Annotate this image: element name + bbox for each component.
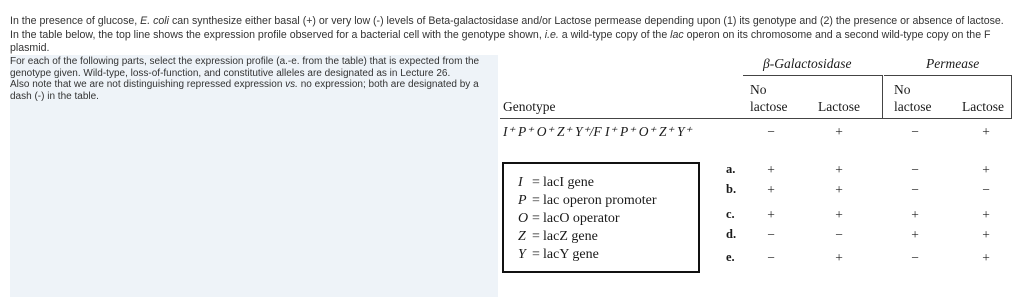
row-c-cell-1: + <box>767 207 775 222</box>
instructions-line-2 <box>10 79 492 102</box>
legend-row-o <box>518 211 620 227</box>
species-name: E. coli <box>140 15 170 27</box>
legend-desc: lacI gene <box>543 175 594 190</box>
row-b-cell-1: + <box>767 182 775 197</box>
instructions-text <box>10 56 492 102</box>
row-c-cell-4: + <box>982 207 990 222</box>
row-e-cell-4: + <box>982 250 990 265</box>
legend-symbol: Z <box>518 229 526 244</box>
legend-desc: lacY gene <box>543 247 599 262</box>
legend-box <box>502 162 700 273</box>
instructions-line-1: For each of the following parts, select the expression profile (a.-e. from the table) that is expected from the genotype given. Wild-type, loss-of-function, and constitutive alleles are designated as in Lecture 26. <box>10 56 480 79</box>
legend-eq: = <box>532 247 540 262</box>
legend-eq: = <box>532 211 540 226</box>
instructions-text-2b: no expression; both are designated by a dash (-) in the table. <box>10 79 479 102</box>
instructions-text-2a: Also note that we are not distinguishing repressed expression <box>10 79 286 90</box>
row-a-cell-3: − <box>911 162 919 177</box>
row-d-cell-3: + <box>911 227 919 242</box>
row-letter-a: a. <box>726 162 736 176</box>
legend-eq: = <box>532 193 540 208</box>
legend-desc: lacO operator <box>543 211 620 226</box>
genotype-header: Genotype <box>503 99 556 114</box>
row-letter-d: d. <box>726 227 737 241</box>
legend-eq: = <box>532 229 540 244</box>
row-e-cell-2: + <box>835 250 843 265</box>
intro-text-3: a wild-type copy of the <box>558 28 671 41</box>
wildtype-genotype: I⁺ P⁺ O⁺ Z⁺ Y⁺/F I⁺ P⁺ O⁺ Z⁺ Y⁺ <box>503 124 692 139</box>
instructions-panel <box>10 55 498 297</box>
legend-eq: = <box>532 175 540 190</box>
col-betagal-lactose: Lactose <box>818 99 860 114</box>
top-cell-4: + <box>982 124 990 139</box>
legend-row-y <box>518 247 599 263</box>
top-cell-2: + <box>835 124 843 139</box>
legend-row-z <box>518 229 598 245</box>
row-b-cell-3: − <box>911 182 919 197</box>
row-e-cell-3: − <box>911 250 919 265</box>
vs-abbrev: vs. <box>285 79 298 90</box>
legend-row-p <box>518 193 657 209</box>
row-letter-b: b. <box>726 182 737 196</box>
row-a-cell-1: + <box>767 162 775 177</box>
col-permease-no: No <box>894 82 911 97</box>
row-a-cell-4: + <box>982 162 990 177</box>
intro-text-2: can synthesize either basal (+) or very low (-) levels of Beta-galactosidase and/or Lactose permease depending upon (1) its genotype and (2) the presence or absence of lactose. In the table below, the top line shows the expression profile observed for a bacterial cell with the genotype shown, <box>10 15 1004 41</box>
row-b-cell-4: − <box>982 182 990 197</box>
row-d-cell-1: − <box>767 227 775 242</box>
betagal-header: β-Galactosidase <box>763 56 852 71</box>
expression-table <box>498 55 1014 297</box>
header-rule <box>500 118 1012 119</box>
col-permease-lactose-word: lactose <box>894 99 932 114</box>
legend-symbol: O <box>518 211 529 226</box>
right-edge-line <box>1011 75 1012 119</box>
top-cell-3: − <box>911 124 919 139</box>
col-permease-lactose: Lactose <box>962 99 1004 114</box>
row-b-cell-2: + <box>835 182 843 197</box>
col-betagal-no: No <box>750 82 767 97</box>
intro-text-1: In the presence of glucose, <box>10 15 141 27</box>
column-divider <box>882 75 883 119</box>
row-a-cell-2: + <box>835 162 843 177</box>
row-e-cell-1: − <box>767 250 775 265</box>
row-d-cell-4: + <box>982 227 990 242</box>
legend-desc: lac operon promoter <box>543 193 657 208</box>
intro-paragraph <box>10 15 1015 56</box>
betagal-underline <box>743 75 882 76</box>
legend-desc: lacZ gene <box>543 229 598 244</box>
row-letter-c: c. <box>726 207 735 221</box>
intro-text-4: operon on its chromosome and a second wild-type copy on the F plasmid. <box>10 28 991 54</box>
legend-symbol: I <box>518 175 523 190</box>
legend-symbol: P <box>518 193 527 208</box>
row-letter-e: e. <box>726 250 735 264</box>
col-betagal-lactose-word: lactose <box>750 99 788 114</box>
top-cell-1: − <box>767 124 775 139</box>
ie-abbrev: i.e. <box>544 28 559 41</box>
permease-underline <box>884 75 1012 76</box>
legend-symbol: Y <box>518 247 526 262</box>
lac-word: lac <box>670 28 684 41</box>
legend-row-i <box>518 175 594 191</box>
row-c-cell-3: + <box>911 207 919 222</box>
permease-header: Permease <box>926 56 980 71</box>
row-c-cell-2: + <box>835 207 843 222</box>
row-d-cell-2: − <box>835 227 843 242</box>
